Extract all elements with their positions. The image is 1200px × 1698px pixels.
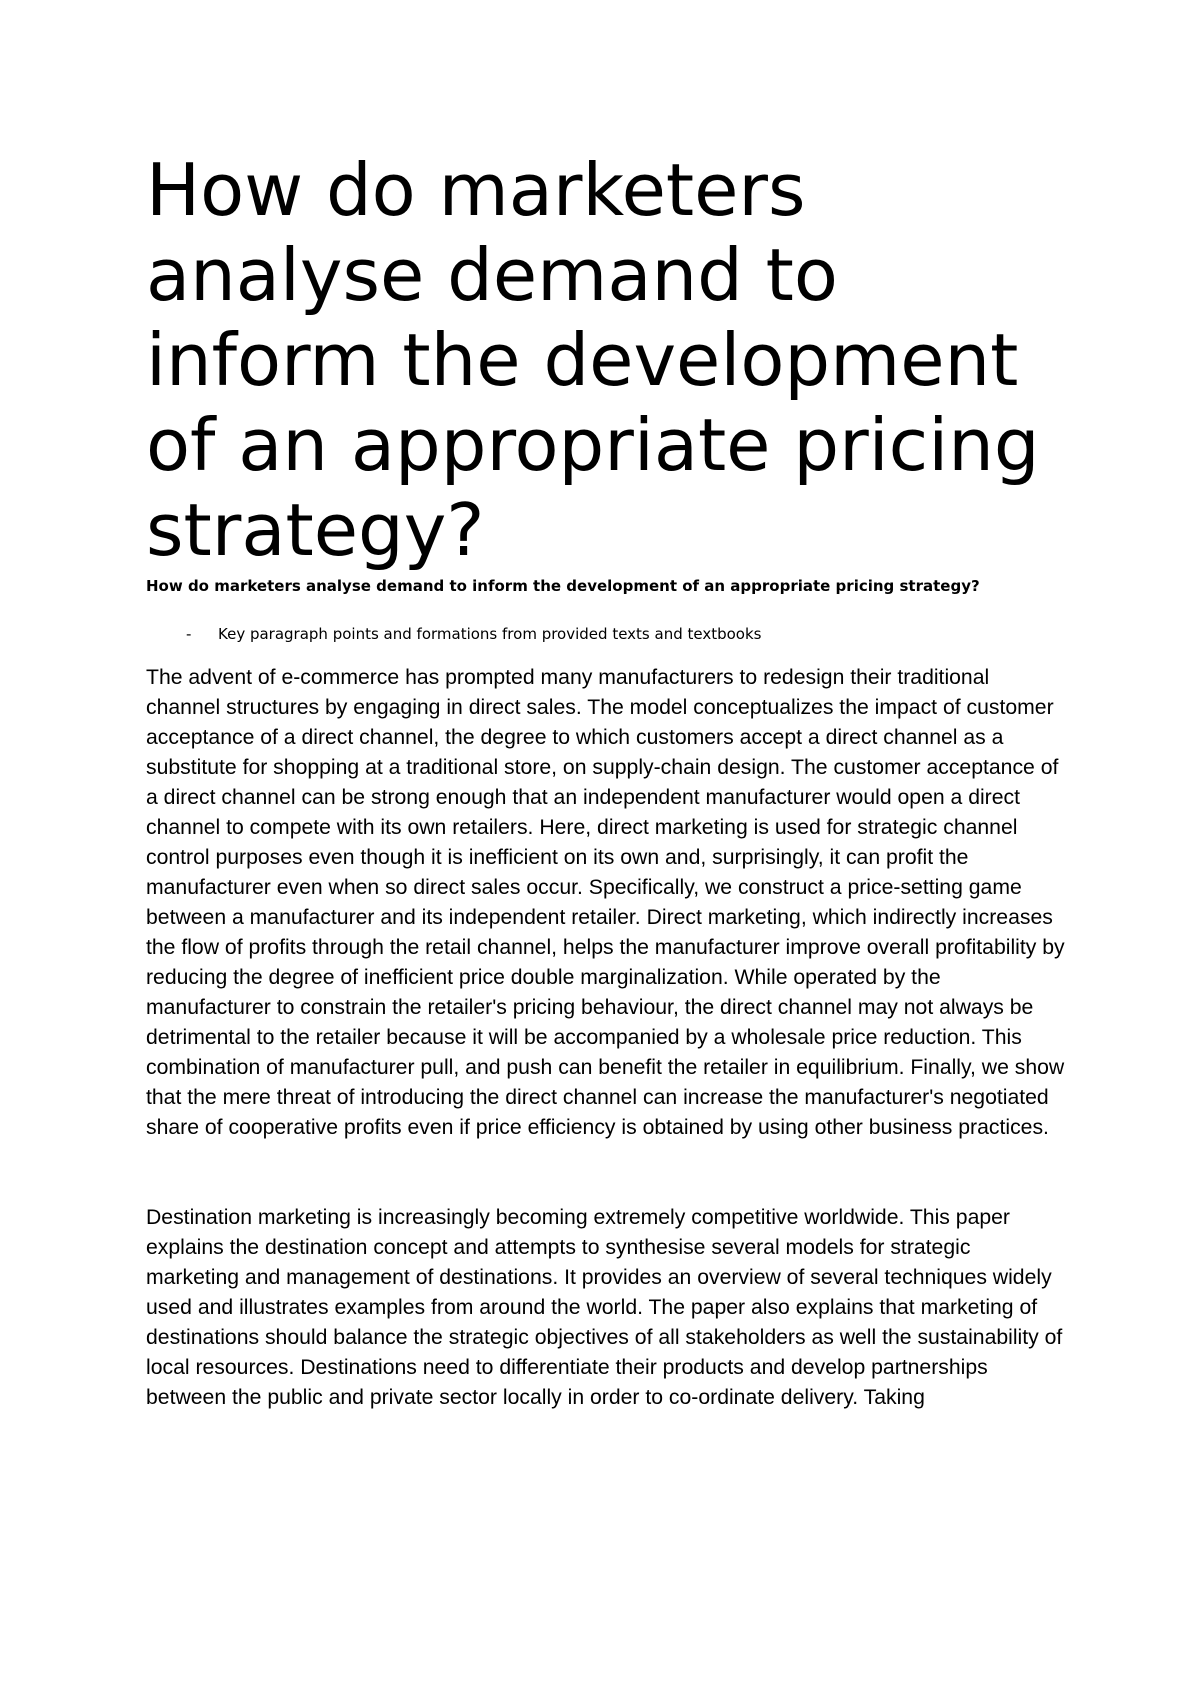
list-item (146, 623, 1066, 645)
paragraph-direct-channel: The advent of e-commerce has prompted many manufacturers to redesign their traditional channel structures by engaging in direct sales. The model conceptualizes the impact of customer acceptance of a direct channel, the degree to which customers accept a direct channel as a substitute for shopping at a traditional store, on supply-chain design. The customer acceptance of a direct channel can be strong enough that an independent manufacturer would open a direct channel to compete with its own retailers. Here, direct marketing is used for strategic channel control purposes even though it is inefficient on its own and, surprisingly, it can profit the manufacturer even when so direct sales occur. Specifically, we construct a price-setting game between a manufacturer and its independent retailer. Direct marketing, which indirectly increases the flow of profits through the retail channel, helps the manufacturer improve overall profitability by reducing the degree of inefficient price double marginalization. While operated by the manufacturer to constrain the retailer's pricing behaviour, the direct channel may not always be detrimental to the retailer because it will be accompanied by a wholesale price reduction. This combination of manufacturer pull, and push can benefit the retailer in equilibrium. Finally, we show that the mere threat of introducing the direct channel can increase the manufacturer's negotiated share of cooperative profits even if price efficiency is obtained by using other business practices. (146, 666, 1065, 1139)
subtitle-heading: How do marketers analyse demand to inform the development of an appropriate pricing strategy? (146, 577, 980, 595)
paragraph-destination-marketing: Destination marketing is increasingly becoming extremely competitive worldwide. This paper explains the destination concept and attempts to synthesise several models for strategic marketing and management of destinations. It provides an overview of several techniques widely used and illustrates examples from around the world. The paper also explains that marketing of destinations should balance the strategic objectives of all stakeholders as well the sustainability of local resources. Destinations need to differentiate their products and develop partnerships between the public and private sector locally in order to co-ordinate delivery. Taking (146, 1206, 1063, 1409)
page-title: How do marketers analyse demand to inform the development of an appropriate pricing strategy? (146, 148, 1040, 572)
list-item-text: Key paragraph points and formations from provided texts and textbooks (218, 625, 762, 643)
key-points-list (146, 623, 1066, 645)
dash-bullet-marker: - (186, 625, 192, 643)
document-page (146, 148, 1066, 1413)
